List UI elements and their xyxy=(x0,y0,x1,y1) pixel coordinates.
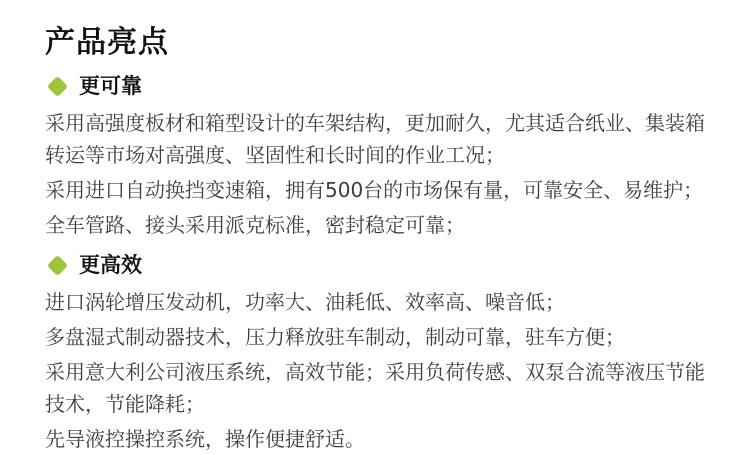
section-body xyxy=(45,107,713,241)
section-heading xyxy=(50,253,713,278)
feature-line: 采用进口自动换挡变速箱，拥有500台的市场保有量，可靠安全、易维护； xyxy=(45,178,704,203)
green-diamond-icon xyxy=(47,255,68,276)
feature-line: 先导液控操控系统，操作便捷舒适。 xyxy=(45,427,365,452)
page-title: 产品亮点 xyxy=(45,25,169,60)
section-reliability xyxy=(45,74,713,241)
section-heading-label: 更高效 xyxy=(79,253,142,278)
feature-line: 多盘湿式制动器技术，压力释放驻车制动，制动可靠，驻车方便； xyxy=(45,325,625,350)
section-efficiency xyxy=(45,253,713,455)
section-heading-label: 更可靠 xyxy=(79,74,142,98)
feature-line: 采用高强度板材和箱型设计的车架结构，更加耐久，尤其适合纸业、集装箱转运等市场对高强度、坚固性和长时间的作业工况； xyxy=(45,111,705,168)
feature-line: 全车管路、接头采用派克标准，密封稳定可靠； xyxy=(45,213,465,238)
feature-line: 进口涡轮增压发动机，功率大、油耗低、效率高、噪音低； xyxy=(45,290,565,315)
feature-line: 采用意大利公司液压系统，高效节能；采用负荷传感、双泵合流等液压节能技术，节能降耗； xyxy=(45,360,705,417)
green-diamond-icon xyxy=(47,76,68,97)
section-heading xyxy=(50,74,713,99)
section-body xyxy=(45,286,713,455)
